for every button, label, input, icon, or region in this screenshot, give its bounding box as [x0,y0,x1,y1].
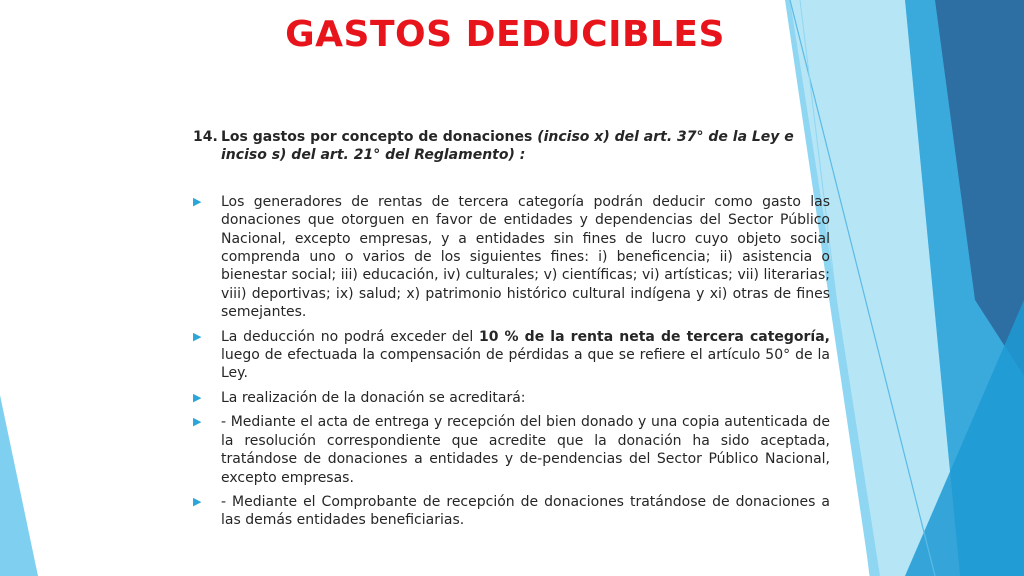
triangle-right-icon: ▶ [193,494,202,508]
subheading-reference: (inciso x) del art. 37° de la Ley e inciso s) del art. 21° del Reglamento) : [221,129,794,164]
list-item [193,389,830,407]
bullet-list [193,193,830,530]
bullet-text: La realización de la donación se acreditará: [221,389,526,406]
triangle-right-icon: ▶ [193,194,202,208]
triangle-right-icon: ▶ [193,329,202,343]
left-accent-shape [0,395,38,576]
bullet-text-bold: 10 % de la renta neta de tercera categoría, [478,328,830,345]
list-item [193,493,830,530]
slide-content [193,128,830,536]
triangle-right-icon: ▶ [193,415,202,429]
bullet-text: - Mediante el acta de entrega y recepción del bien donado y una copia autenticada de la resolución correspondiente que acredite que la donación ha sido aceptada, tratándose de donaciones a entidades y de-pendencias del Sector Público Nacional, excepto empresas. [221,414,830,486]
slide-title: GASTOS DEDUCIBLES [285,14,725,55]
bullet-text: Los generadores de rentas de tercera categoría podrán deducir como gasto las donaciones que otorguen en favor de entidades y dependencias del Sector Público Nacional, excepto empresas, y a entidades sin fines de lucro cuyo objeto social comprenda uno o varios de los siguientes fines: i) beneficencia; ii) asistencia o bienestar social; iii) educación, iv) culturales; v) científicas; vi) artísticas; vii) literarias; viii) deportivas; ix) salud; x) patrimonio histórico cultural indígena y xi) otras de fines semejantes. [221,193,830,321]
list-item [193,413,830,487]
bullet-text-after: luego de efectuada la compensación de pérdidas a que se refiere el artículo 50° de la Ley. [221,347,830,382]
bullet-text-before: La deducción no podrá exceder del [221,328,479,345]
list-item [193,193,830,322]
list-item [193,328,830,383]
subheading-number: 14. [193,129,218,145]
bullet-text: - Mediante el Comprobante de recepción de donaciones tratándose de donaciones a las demás entidades beneficiarias. [221,493,830,529]
subheading [193,128,830,165]
triangle-right-icon: ▶ [193,390,202,404]
subheading-lead: Los gastos por concepto de donaciones [221,129,538,145]
